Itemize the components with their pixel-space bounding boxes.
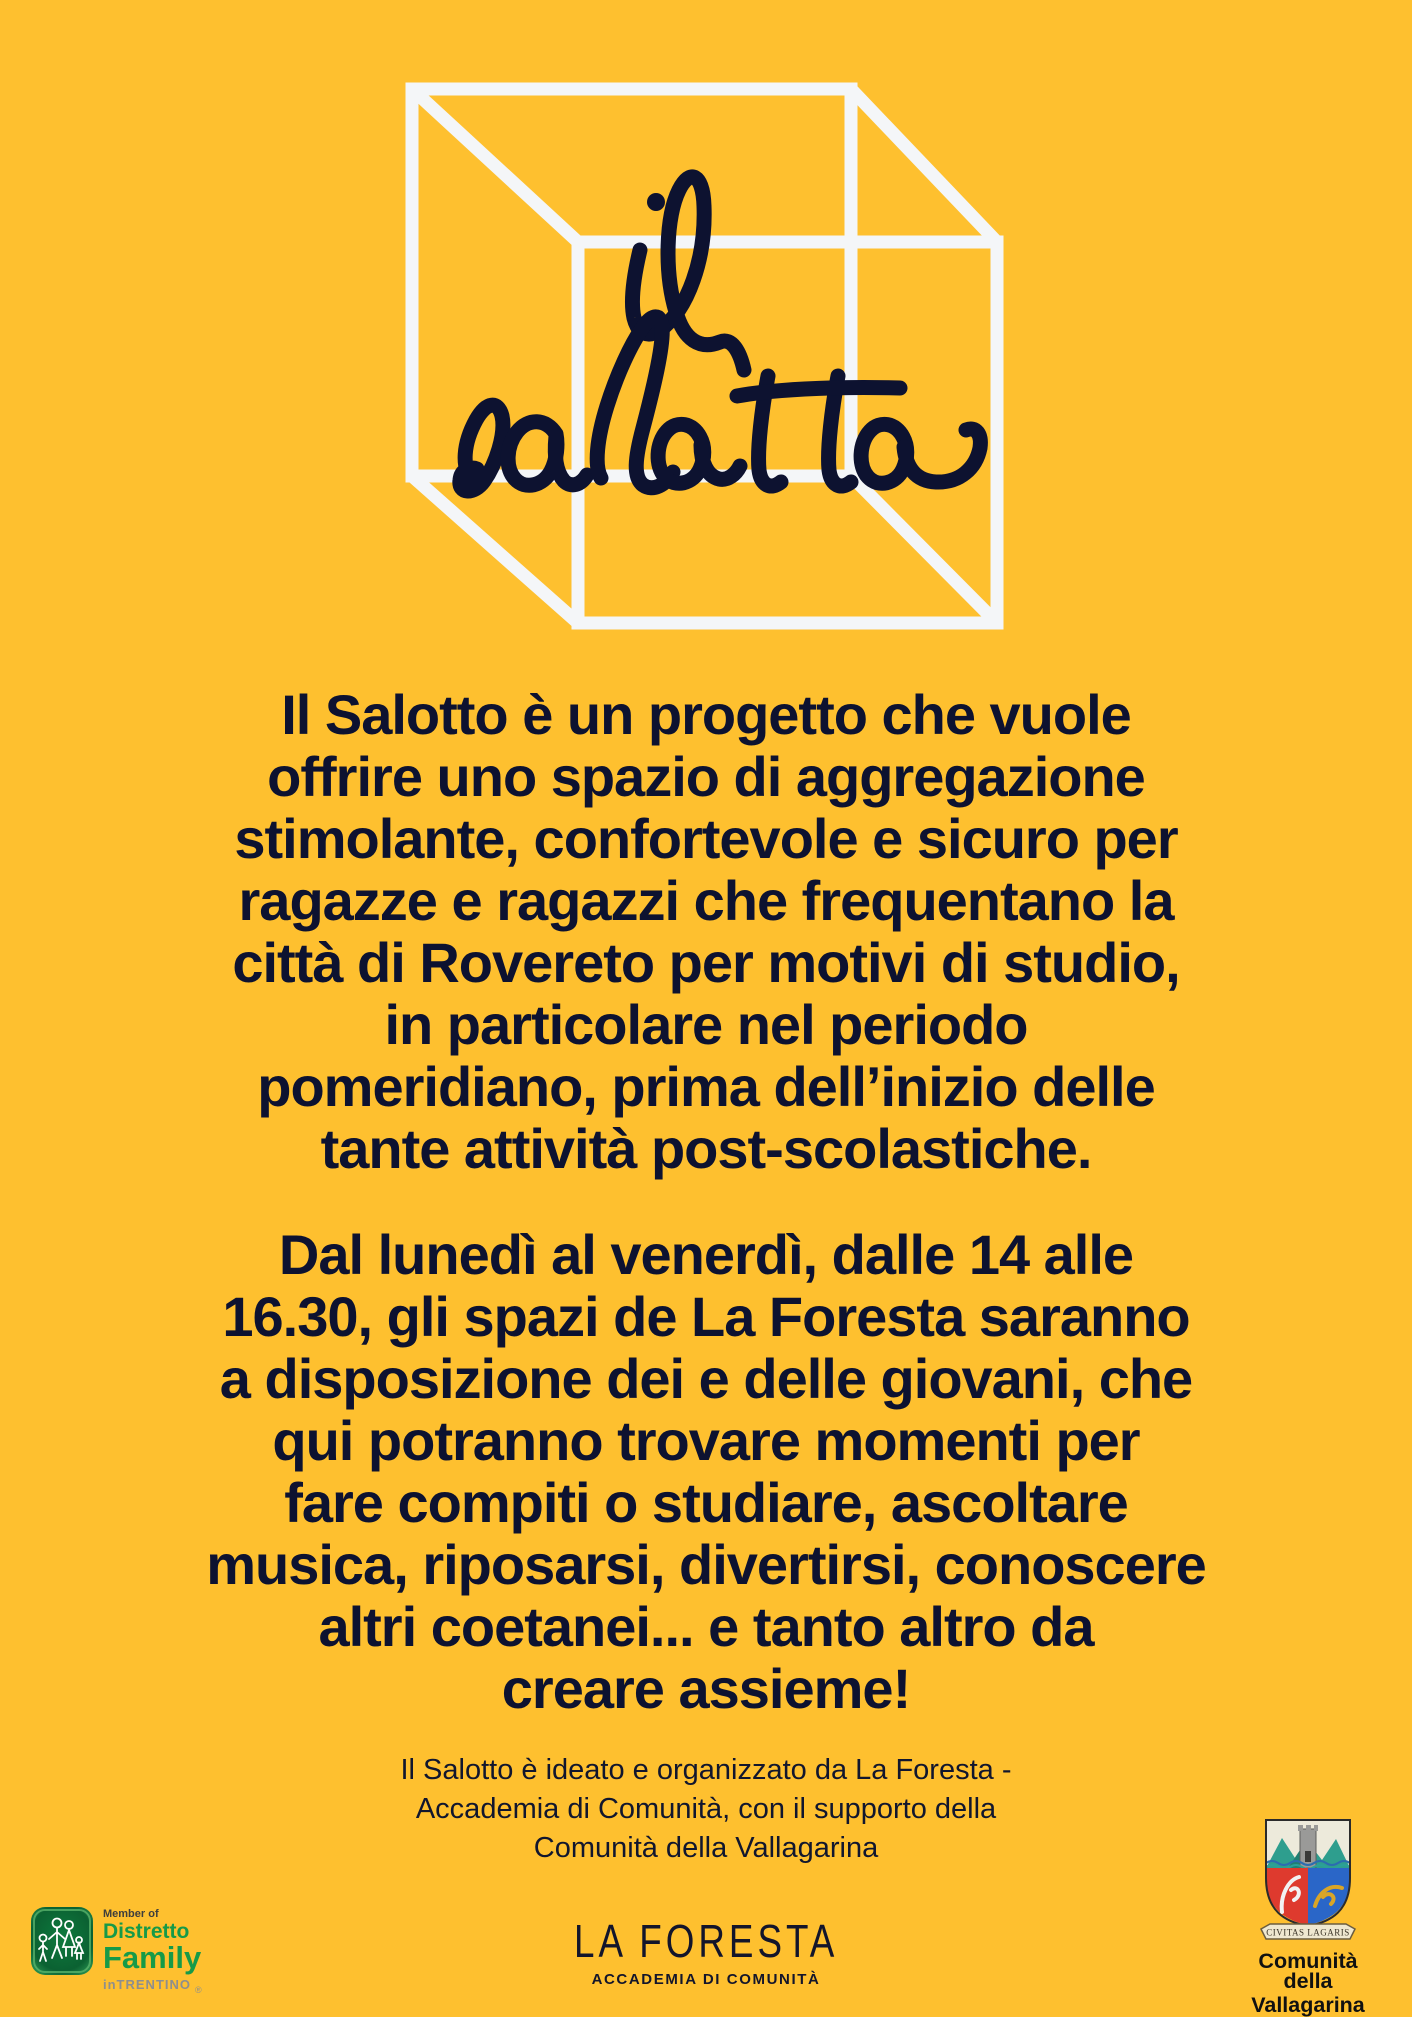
- paragraph-line: musica, riposarsi, divertirsi, conoscere: [206, 1533, 1206, 1596]
- vallagarina-name-line2: Vallagarina: [1251, 1993, 1365, 2017]
- paragraph-line: città di Rovereto per motivi di studio,: [232, 931, 1180, 994]
- distretto-name: Distretto: [103, 1920, 190, 1943]
- paragraph-line: Dal lunedì al venerdì, dalle 14 alle: [278, 1223, 1134, 1286]
- paragraph-line: pomeridiano, prima dell’inizio delle: [257, 1055, 1155, 1118]
- la-foresta-subtitle: ACCADEMIA DI COMUNITÀ: [591, 1971, 821, 1988]
- paragraph-line: tante attività post-scolastiche.: [320, 1117, 1092, 1180]
- intro-paragraph: [40, 684, 1372, 1180]
- registered-mark: ®: [195, 1984, 203, 1995]
- paragraph-line: in particolare nel periodo: [384, 993, 1028, 1056]
- la-foresta-name: LA FORESTA: [573, 1915, 839, 1967]
- paragraph-line: Il Salotto è un progetto che vuole: [281, 683, 1131, 746]
- paragraph-line: qui potranno trovare momenti per: [272, 1409, 1140, 1472]
- script-logo: [460, 177, 981, 491]
- paragraph-line: offrire uno spazio di aggregazione: [267, 745, 1145, 808]
- credits-line: Accademia di Comunità, con il supporto della: [415, 1793, 997, 1825]
- paragraph-line: creare assieme!: [501, 1657, 911, 1720]
- distretto-region: inTRENTINO $_®$: [103, 1977, 203, 1995]
- credits-line: Comunità della Vallagarina: [533, 1832, 879, 1864]
- il-salotto-logo: [300, 40, 1060, 640]
- vallagarina-name-line1: Comunità della: [1258, 1949, 1358, 1993]
- schedule-paragraph: [40, 1224, 1372, 1720]
- vallagarina-logo: [1235, 1816, 1381, 2015]
- cube-outline-icon: [412, 89, 997, 623]
- distretto-family-word: Family: [103, 1940, 202, 1975]
- vallagarina-crest-icon: [1258, 1816, 1358, 1942]
- distretto-member-of: Member of: [103, 1908, 159, 1920]
- paragraph-line: fare compiti o studiare, ascoltare: [284, 1471, 1128, 1534]
- paragraph-line: 16.30, gli spazi de La Foresta saranno: [222, 1285, 1190, 1348]
- paragraph-line: altri coetanei... e tanto altro da: [318, 1595, 1094, 1658]
- la-foresta-logo: [0, 1914, 1412, 1988]
- cube-script-svg: [300, 40, 1060, 640]
- paragraph-line: ragazze e ragazzi che frequentano la: [238, 869, 1174, 932]
- paragraph-line: a disposizione dei e delle giovani, che: [219, 1347, 1193, 1410]
- paragraph-line: stimolante, confortevole e sicuro per: [234, 807, 1178, 870]
- crest-banner-text: CIVITAS LAGARIS: [1266, 1927, 1350, 1938]
- credits-line: Il Salotto è ideato e organizzato da La Foresta -: [400, 1754, 1012, 1786]
- credits-text: [140, 1751, 1272, 1868]
